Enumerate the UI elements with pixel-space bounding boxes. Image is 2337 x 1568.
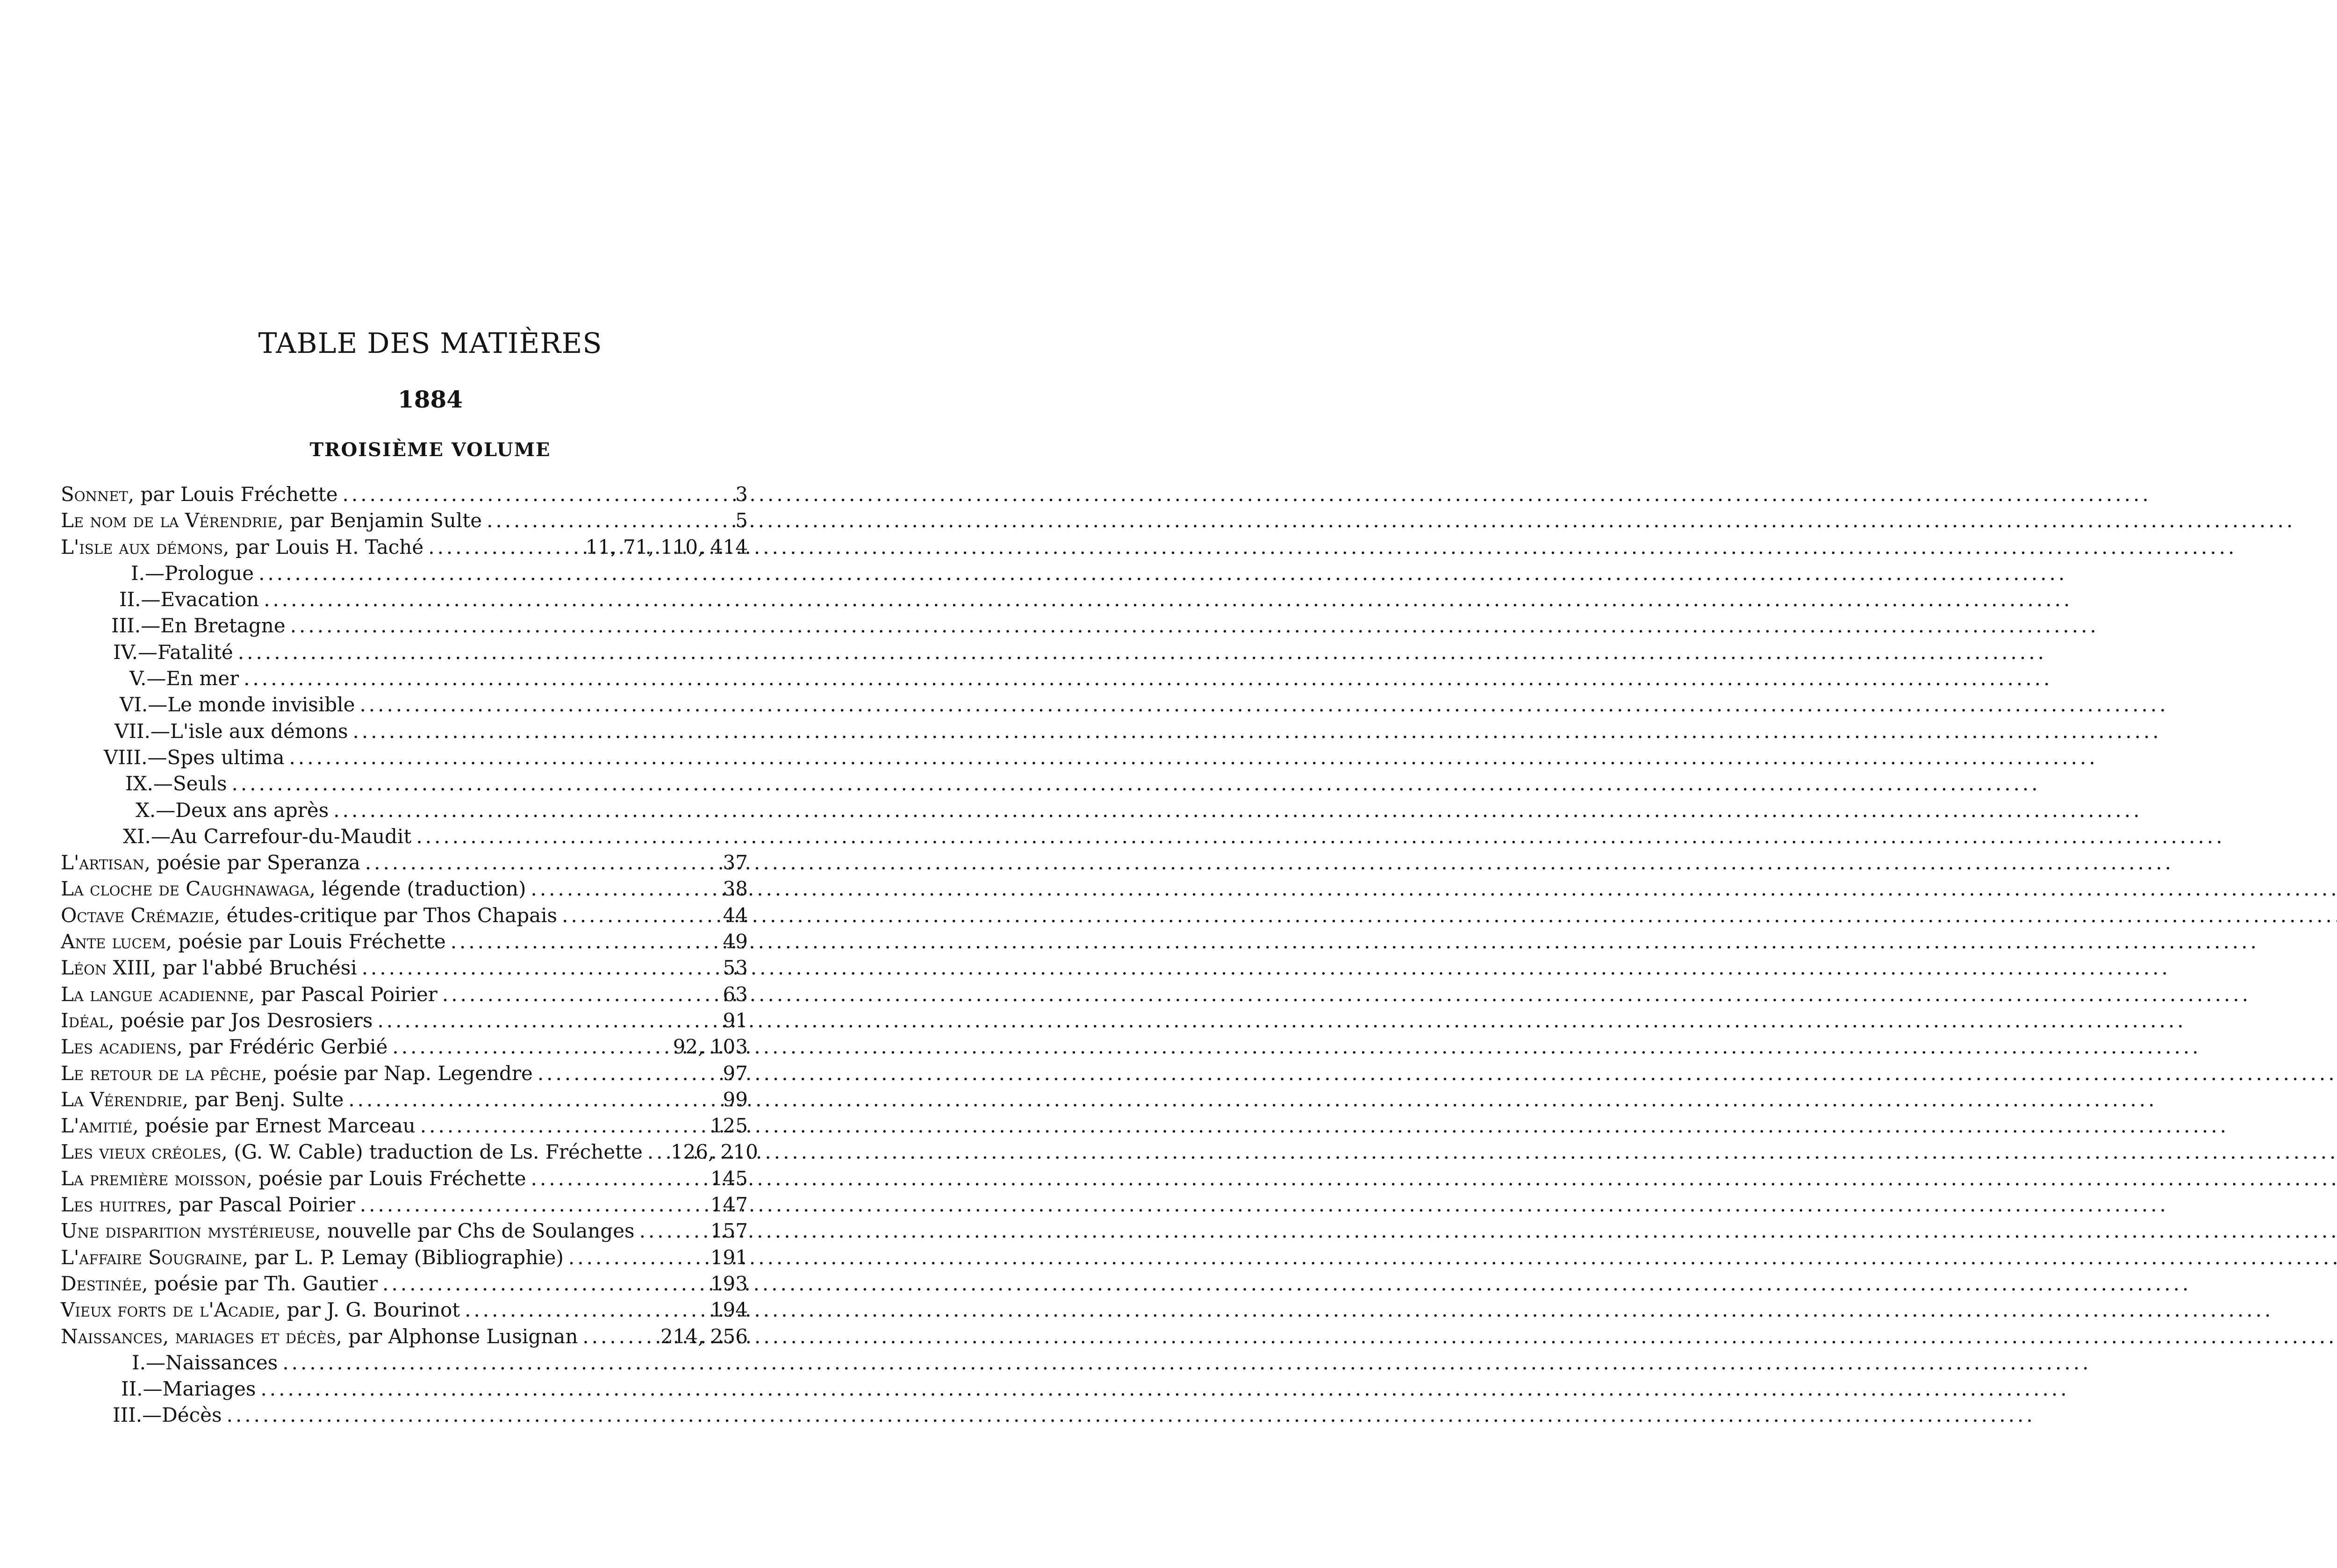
toc-subentry	[61, 823, 748, 850]
toc-entry-pages: 157	[710, 1219, 748, 1243]
dot-leader	[353, 718, 706, 745]
toc-subentry-label: —En mer	[146, 667, 239, 690]
dot-leader	[428, 534, 581, 560]
toc-entry-author: , poésie par Ernest Marceau	[132, 1114, 416, 1138]
toc-subentry-label: —Prologue	[144, 561, 254, 585]
dot-leader	[538, 1060, 706, 1087]
dot-leader	[377, 1008, 706, 1034]
toc-entry	[61, 850, 748, 876]
toc-entry	[61, 1297, 748, 1323]
toc-subentry	[61, 613, 748, 639]
document-page	[0, 0, 860, 1568]
toc-entry	[61, 1008, 748, 1034]
dot-leader	[348, 1087, 706, 1113]
toc-entry-pages: 49	[723, 930, 748, 953]
toc-subentry-number: VI.	[120, 693, 148, 716]
toc-entry	[61, 981, 748, 1008]
toc-subentry-number: III.	[111, 614, 141, 637]
toc-entry-author: , par Louis H. Taché	[223, 535, 424, 558]
toc-entry-title: Les huitres	[61, 1193, 166, 1217]
dot-leader	[333, 797, 706, 823]
toc-entry-pages: 99	[723, 1088, 748, 1111]
toc-entry-title: Destinée	[61, 1272, 142, 1295]
toc-entry-title: Octave Crémazie	[61, 903, 214, 927]
toc-subentry-number: X.	[136, 798, 156, 822]
toc-entry	[61, 1139, 758, 1165]
toc-subentry	[61, 1350, 748, 1376]
dot-leader	[343, 481, 706, 508]
dot-leader	[282, 1350, 706, 1376]
toc-subentry-label: —Evacation	[141, 588, 259, 611]
dot-leader	[465, 1297, 706, 1323]
toc-entry	[61, 1324, 748, 1350]
toc-subentry-number: IX.	[125, 772, 153, 795]
dot-leader	[232, 771, 706, 797]
toc-entry-author: , poésie par Louis Fréchette	[246, 1167, 526, 1190]
dot-leader	[362, 955, 706, 981]
toc-subentry-number: II.	[119, 588, 141, 611]
toc-subentry	[61, 745, 748, 771]
toc-subentry-label: —Mariages	[143, 1377, 256, 1401]
toc-entry-author: , par Pascal Poirier	[248, 982, 437, 1006]
toc-entry-pages: 92, 103	[673, 1035, 748, 1059]
toc-entry-title: L'isle aux démons	[61, 535, 223, 558]
dot-leader	[416, 823, 706, 850]
toc-subentry	[61, 1402, 748, 1428]
dot-leader	[264, 587, 706, 613]
toc-entry-pages: 5	[735, 509, 748, 532]
toc-subentry	[61, 692, 748, 718]
dot-leader	[360, 1192, 706, 1218]
toc-entry	[61, 1113, 748, 1139]
toc-entry-title: L'amitié	[61, 1114, 133, 1138]
dot-leader	[420, 1113, 706, 1139]
toc-entry-title: Le retour de la pêche	[61, 1061, 261, 1085]
toc-entry-pages: 91	[723, 1009, 748, 1032]
toc-entry-title: Sonnet	[61, 483, 128, 506]
toc-entry-pages: 194	[710, 1298, 748, 1322]
toc-entry-pages: 147	[710, 1193, 748, 1217]
page-title: TABLE DES MATIÈRES	[258, 327, 602, 360]
toc-subentry-number: V.	[129, 667, 147, 690]
toc-entry-author: , nouvelle par Chs de Soulanges	[315, 1219, 635, 1243]
toc-subentry-label: —Deux ans après	[156, 798, 329, 822]
toc-entry-author: , par L. P. Lemay (Bibliographie)	[242, 1246, 564, 1269]
toc-entry-title: L'artisan	[61, 851, 144, 874]
dot-leader	[365, 850, 706, 876]
toc-entry-title: La langue acadienne	[61, 982, 249, 1006]
toc-entry	[61, 1271, 748, 1297]
toc-subentry	[61, 797, 748, 823]
dot-leader	[442, 981, 706, 1008]
table-of-contents	[61, 481, 758, 1429]
toc-entry-title: Naissances, mariages et décès	[61, 1325, 336, 1348]
toc-entry-pages: 37	[723, 851, 748, 874]
toc-entry-author: , poésie par Th. Gautier	[142, 1272, 378, 1295]
toc-entry	[61, 1034, 748, 1060]
toc-entry-pages: 97	[723, 1061, 748, 1085]
toc-subentry	[61, 666, 748, 692]
dot-leader	[487, 508, 706, 534]
toc-entry-author: , légende (traduction)	[309, 877, 526, 901]
toc-entry	[61, 929, 748, 955]
toc-entry-pages: 126, 210	[670, 1140, 758, 1164]
dot-leader	[639, 1218, 706, 1244]
toc-entry-author: , par Frédéric Gerbié	[176, 1035, 388, 1059]
dot-leader	[562, 902, 706, 929]
toc-subentry-label: —Décès	[142, 1403, 222, 1427]
toc-entry-author: , poésie par Jos Desrosiers	[108, 1009, 373, 1032]
toc-subentry-label: —Naissances	[145, 1351, 278, 1374]
dot-leader	[382, 1271, 706, 1297]
toc-entry-pages: 11, 71, 110, 414	[585, 535, 748, 558]
toc-entry-author: , par J. G. Bourinot	[274, 1298, 460, 1322]
toc-subentry-number: VII.	[115, 719, 151, 743]
toc-entry-author: , poésie par Louis Fréchette	[165, 930, 446, 953]
toc-entry	[61, 1060, 748, 1087]
dot-leader	[289, 745, 706, 771]
toc-entry-author: , poésie par Speranza	[144, 851, 360, 874]
toc-entry-author: , poésie par Nap. Legendre	[261, 1061, 533, 1085]
toc-subentry-label: —Spes ultima	[147, 745, 285, 769]
toc-subentry-label: —En Bretagne	[141, 614, 286, 637]
toc-entry-pages: 3	[735, 483, 748, 506]
toc-subentry-label: —Seuls	[153, 772, 227, 795]
toc-entry	[61, 902, 748, 929]
toc-entry-author: , études-critique par Thos Chapais	[214, 903, 558, 927]
dot-leader	[258, 560, 706, 587]
toc-subentry	[61, 718, 748, 745]
toc-entry-title: Vieux forts de l'Acadie	[61, 1298, 275, 1322]
toc-entry-pages: 214, 256	[660, 1325, 748, 1348]
dot-leader	[392, 1034, 668, 1060]
dot-leader	[530, 876, 706, 902]
volume-heading: TROISIÈME VOLUME	[309, 439, 551, 461]
toc-entry-author: , par Benj. Sulte	[182, 1088, 344, 1111]
dot-leader	[244, 666, 706, 692]
toc-subentry-number: XI.	[123, 824, 151, 848]
toc-subentry-number: IV.	[113, 640, 138, 664]
toc-entry	[61, 1218, 748, 1244]
toc-entry	[61, 1166, 748, 1192]
toc-subentry-number: III.	[113, 1403, 143, 1427]
toc-entry-pages: 38	[723, 877, 748, 901]
toc-entry-pages: 145	[710, 1167, 748, 1190]
toc-entry-title: Léon XIII	[61, 956, 151, 980]
toc-subentry	[61, 771, 748, 797]
dot-leader	[531, 1166, 706, 1192]
year-heading: 1884	[397, 386, 463, 413]
toc-entry	[61, 1087, 748, 1113]
toc-subentry-number: II.	[121, 1377, 143, 1401]
dot-leader	[359, 692, 706, 718]
toc-subentry	[61, 587, 748, 613]
toc-entry-pages: 44	[723, 903, 748, 927]
toc-entry-author: , par l'abbé Bruchési	[150, 956, 357, 980]
toc-entry-author: , par Alphonse Lusignan	[336, 1325, 578, 1348]
toc-entry-title: La première moisson	[61, 1167, 246, 1190]
toc-entry-title: La Vérendrie	[61, 1088, 182, 1111]
toc-subentry-label: —Fatalité	[137, 640, 233, 664]
toc-entry	[61, 876, 748, 902]
toc-entry-title: Les vieux créoles	[61, 1140, 222, 1164]
toc-subentry	[61, 560, 748, 587]
toc-entry	[61, 534, 748, 560]
toc-subentry-number: I.	[131, 561, 145, 585]
toc-subentry	[61, 1376, 748, 1402]
toc-entry	[61, 481, 748, 508]
dot-leader	[647, 1139, 666, 1165]
toc-entry-pages: 193	[710, 1272, 748, 1295]
toc-entry-pages: 191	[710, 1246, 748, 1269]
toc-entry-title: Le nom de la Vérendrie	[61, 509, 278, 532]
toc-subentry-label: —L'isle aux démons	[150, 719, 348, 743]
dot-leader	[260, 1376, 706, 1402]
dot-leader	[451, 929, 706, 955]
toc-entry	[61, 508, 748, 534]
toc-entry-pages: 53	[723, 956, 748, 980]
toc-entry-author: , par Louis Fréchette	[128, 483, 338, 506]
toc-subentry-number: VIII.	[104, 745, 148, 769]
toc-entry-pages: 63	[723, 982, 748, 1006]
toc-subentry	[61, 639, 748, 666]
toc-entry	[61, 1192, 748, 1218]
dot-leader	[290, 613, 706, 639]
toc-subentry-label: —Le monde invisible	[148, 693, 355, 716]
toc-entry-pages: 125	[710, 1114, 748, 1138]
toc-subentry-number: I.	[132, 1351, 146, 1374]
toc-entry-title: La cloche de Caughnawaga	[61, 877, 309, 901]
dot-leader	[582, 1324, 656, 1350]
toc-entry-title: L'affaire Sougraine	[61, 1246, 242, 1269]
toc-entry-title: Les acadiens	[61, 1035, 177, 1059]
toc-entry-title: Idéal	[61, 1009, 108, 1032]
toc-entry-author: , par Pascal Poirier	[166, 1193, 355, 1217]
dot-leader	[568, 1245, 706, 1271]
toc-entry-title: Une disparition mystérieuse	[61, 1219, 315, 1243]
toc-entry	[61, 1245, 748, 1271]
toc-entry-title: Ante lucem	[61, 930, 166, 953]
dot-leader	[227, 1402, 706, 1428]
dot-leader	[238, 639, 706, 666]
toc-entry-author: , (G. W. Cable) traduction de Ls. Fréchette	[221, 1140, 643, 1164]
toc-subentry-label: —Au Carrefour-du-Maudit	[151, 824, 412, 848]
toc-entry	[61, 955, 748, 981]
toc-entry-author: , par Benjamin Sulte	[277, 509, 482, 532]
